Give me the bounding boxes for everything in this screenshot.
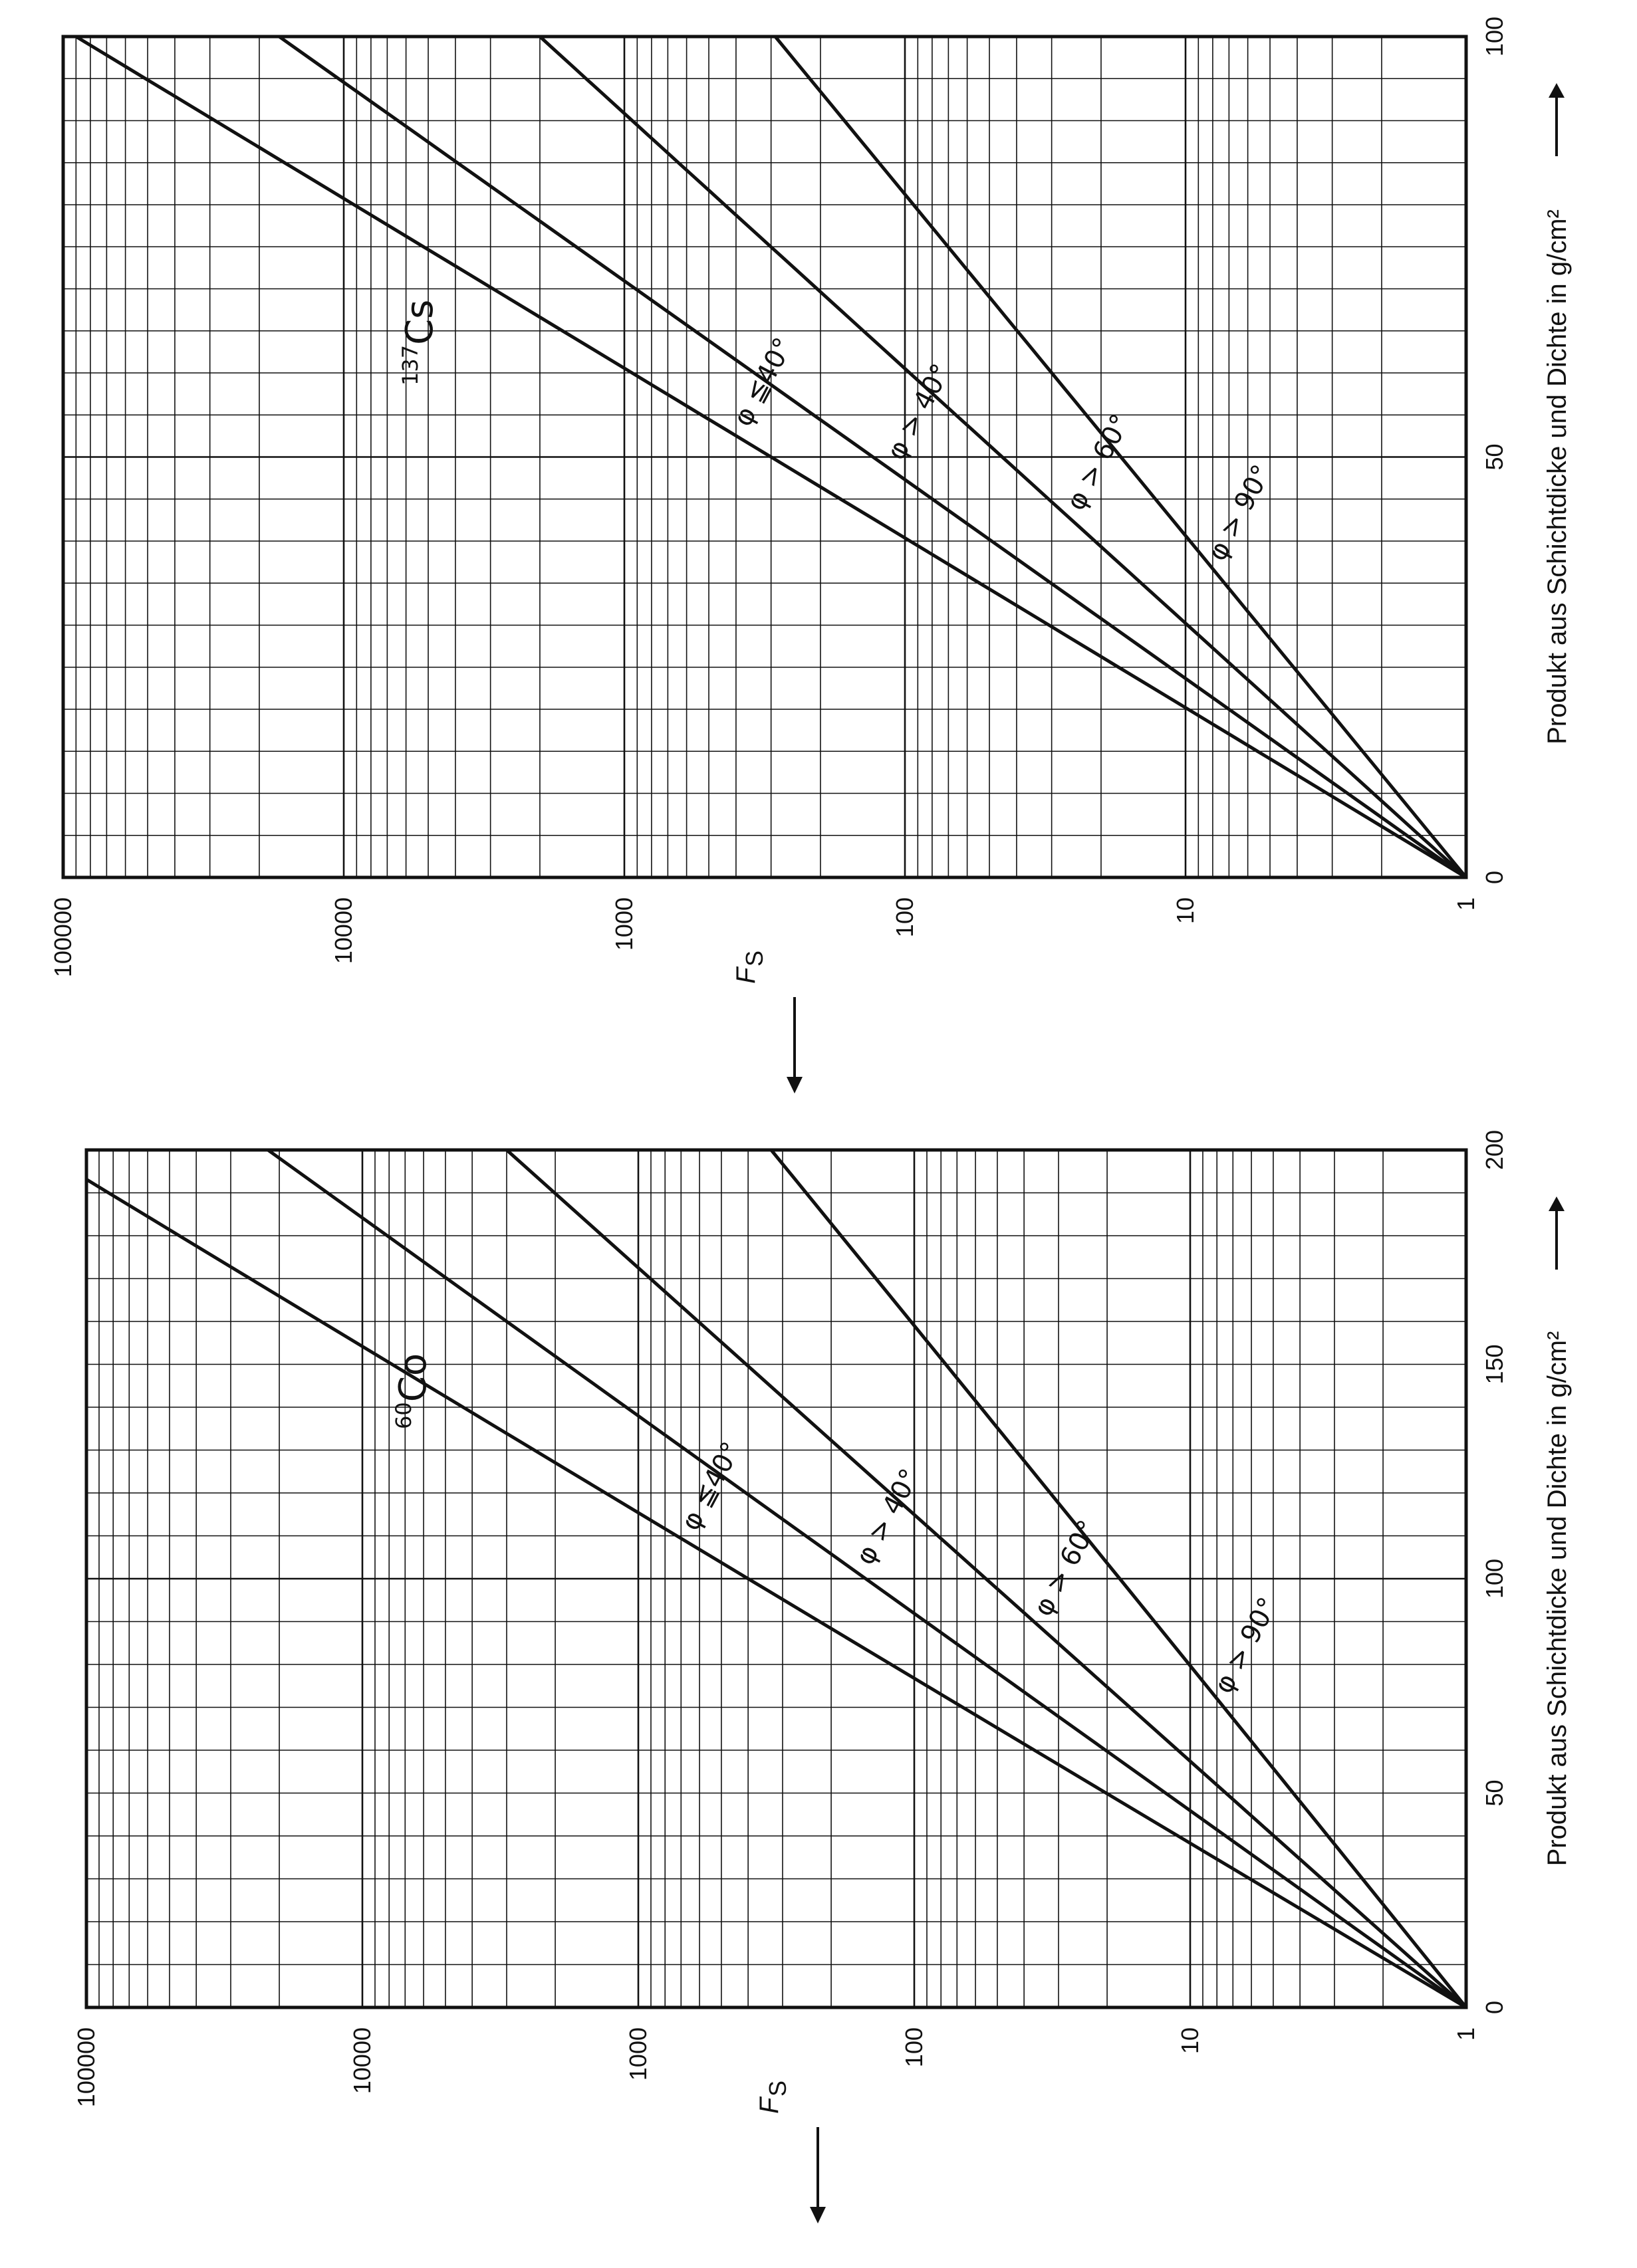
- co60-y-axis-arrowhead: [810, 2207, 826, 2223]
- co60-series-label-1: φ ≦40°: [675, 1436, 747, 1536]
- cs137-y-tick-label: 100000: [49, 897, 76, 978]
- co60-x-axis-arrowhead: [1549, 1196, 1565, 1211]
- co60-series-label-4: φ > 90°: [1207, 1592, 1284, 1699]
- cs137-y-tick-label: 1: [1452, 897, 1479, 911]
- cs137-y-axis-subscript: S: [741, 950, 768, 966]
- co60-y-tick-label: 100000: [72, 2027, 100, 2108]
- co60-isotope-symbol: Co: [392, 1353, 435, 1403]
- co60-isotope-mass: 60: [391, 1402, 416, 1429]
- co60-y-tick-label: 1000: [624, 2027, 652, 2081]
- co60-x-tick-label: 0: [1481, 2000, 1508, 2015]
- co60-y-tick-label: 10000: [348, 2027, 376, 2095]
- co60-y-axis-symbol: F: [755, 2097, 784, 2114]
- co60-x-tick-label: 200: [1481, 1129, 1508, 1171]
- cs137-x-axis-arrowhead: [1549, 83, 1565, 98]
- co60-y-tick-label: 1: [1452, 2027, 1479, 2041]
- cs137-chart: [49, 17, 1572, 1093]
- co60-grid: [86, 1150, 1466, 2007]
- cs137-x-tick-label: 0: [1481, 870, 1508, 885]
- cs137-series-label-3: φ > 60°: [1061, 409, 1136, 516]
- cs137-x-tick-label: 100: [1481, 16, 1508, 57]
- co60-series-line-1: [86, 1179, 1466, 2007]
- cs137-series-label-4: φ > 90°: [1201, 459, 1278, 566]
- cs137-x-tick-label: 50: [1481, 443, 1508, 471]
- cs137-y-tick-label: 1000: [610, 897, 638, 951]
- cs137-y-axis-title: [731, 951, 803, 1093]
- co60-isotope-label: [391, 1353, 435, 1429]
- cs137-isotope-mass: 137: [398, 344, 423, 386]
- cs137-y-tick-label: 100: [891, 897, 918, 938]
- co60-y-axis-subscript: S: [764, 2080, 791, 2097]
- cs137-x-axis-title: Produkt aus Schichtdicke und Dichte in g/cm²: [1543, 209, 1572, 744]
- co60-x-tick-label: 50: [1481, 1779, 1508, 1807]
- co60-x-tick-label: 100: [1481, 1558, 1508, 1599]
- co60-chart: [72, 1130, 1572, 2223]
- cs137-isotope-symbol: Cs: [398, 299, 441, 345]
- cs137-y-tick-label: 10: [1172, 897, 1199, 925]
- co60-y-tick-label: 100: [900, 2027, 928, 2068]
- cs137-y-tick-label: 10000: [330, 897, 357, 964]
- cs137-series-label-2: φ > 40°: [880, 358, 957, 465]
- co60-series-label-3: φ > 60°: [1027, 1515, 1104, 1622]
- co60-x-axis-title: Produkt aus Schichtdicke und Dichte in g/cm²: [1543, 1331, 1572, 1867]
- cs137-y-axis-arrowhead: [787, 1077, 803, 1093]
- co60-y-axis-title: [755, 2081, 826, 2223]
- co60-y-tick-label: 10: [1176, 2027, 1203, 2055]
- cs137-y-axis-symbol: F: [731, 967, 761, 984]
- cs137-series-label-1: φ ≦40°: [727, 332, 800, 431]
- co60-x-tick-label: 150: [1481, 1344, 1508, 1385]
- co60-series-label-2: φ > 40°: [850, 1464, 926, 1570]
